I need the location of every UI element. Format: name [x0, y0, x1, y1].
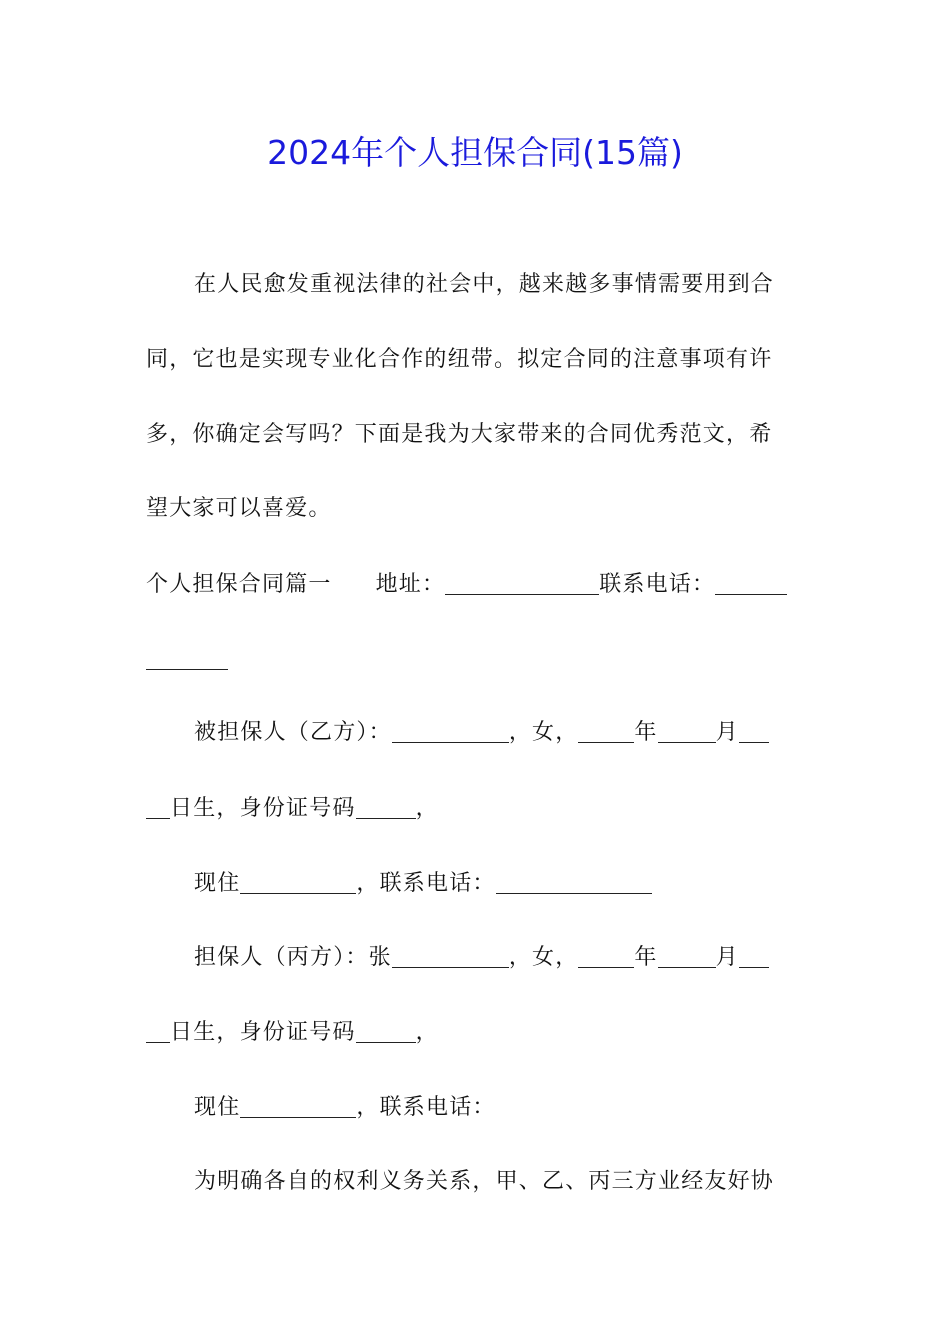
- address-label: 地址：: [375, 572, 446, 597]
- party-c-month-label: 月: [715, 945, 739, 970]
- phone-blank-continued: [146, 645, 228, 670]
- phone-blank: [715, 570, 787, 595]
- party-c-end: ，: [415, 1020, 439, 1045]
- party-b-name-blank: [392, 718, 509, 743]
- party-b-end: ，: [415, 796, 439, 821]
- residence-b-phone-blank: [496, 869, 652, 894]
- residence-c-line: [194, 1093, 806, 1123]
- party-c-month-blank: [658, 943, 716, 968]
- residence-c-blank: [240, 1093, 356, 1118]
- residence-b-blank: [240, 869, 356, 894]
- party-b-day-blank: [739, 718, 769, 743]
- residence-c-phone-label: ，联系电话：: [356, 1095, 496, 1120]
- party-c-born-id: 日生，身份证号码: [170, 1020, 356, 1045]
- party-c-line: [194, 943, 806, 973]
- party-b-sex: ，女，: [508, 720, 579, 745]
- party-b-month-blank: [658, 718, 716, 743]
- intro-line-2: 同，它也是实现专业化合作的纽带。拟定合同的注意事项有许: [146, 347, 773, 372]
- party-b-month-label: 月: [715, 720, 739, 745]
- document-title: 2024年个人担保合同(15篇): [267, 133, 683, 172]
- residence-c-label: 现住: [194, 1095, 241, 1120]
- party-c-day-blank: [739, 943, 769, 968]
- party-b-line-2: [146, 794, 806, 824]
- residence-b-line: [194, 869, 806, 899]
- section-heading: 个人担保合同篇一: [146, 572, 332, 597]
- party-b-line: [194, 718, 806, 748]
- intro-line-4: 望大家可以喜爱。: [146, 496, 332, 521]
- party-b-year-blank: [578, 718, 634, 743]
- residence-b-phone-label: ，联系电话：: [356, 871, 496, 896]
- intro-line-3: 多，你确定会写吗？下面是我为大家带来的合同优秀范文，希: [146, 422, 773, 447]
- party-c-line-2: [146, 1018, 806, 1048]
- party-b-label: 被担保人（乙方）：: [194, 720, 392, 745]
- party-c-sex: ，女，: [508, 945, 579, 970]
- address-blank: [445, 570, 599, 595]
- party-c-id-blank: [356, 1018, 416, 1043]
- party-c-name-blank: [392, 943, 509, 968]
- intro-line-1: 在人民愈发重视法律的社会中，越来越多事情需要用到合: [194, 272, 775, 297]
- closing-line: 为明确各自的权利义务关系，甲、乙、丙三方业经友好协: [194, 1169, 775, 1194]
- phone-blank-continued-line: [146, 645, 806, 675]
- party-b-year-label: 年: [634, 720, 658, 745]
- party-b-id-blank: [356, 794, 416, 819]
- party-c-year-blank: [578, 943, 634, 968]
- section-head-line: [146, 570, 806, 600]
- party-c-day-blank-continued: [146, 1018, 170, 1043]
- party-c-label: 担保人（丙方）：张: [194, 945, 392, 970]
- party-b-born-id: 日生，身份证号码: [170, 796, 356, 821]
- party-c-year-label: 年: [634, 945, 658, 970]
- residence-b-label: 现住: [194, 871, 241, 896]
- phone-label: 联系电话：: [599, 572, 716, 597]
- party-b-day-blank-continued: [146, 794, 170, 819]
